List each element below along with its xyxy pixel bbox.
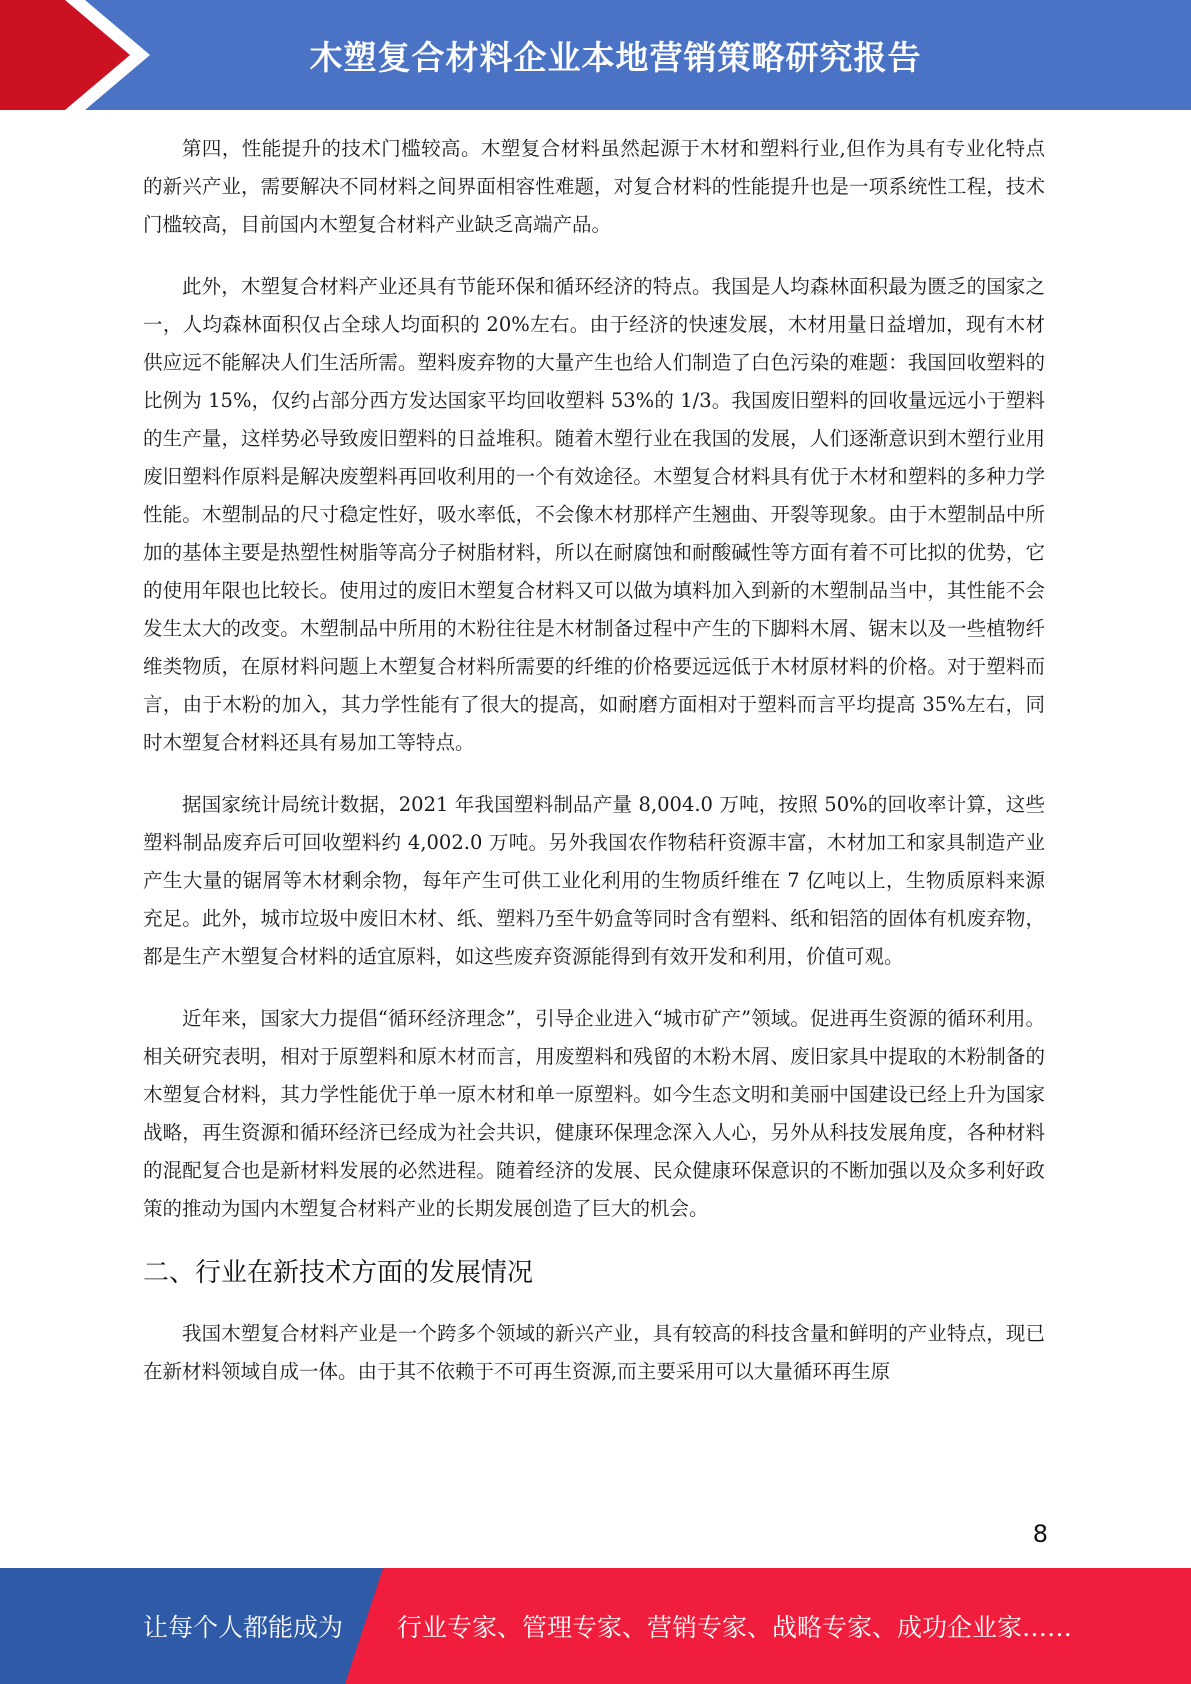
paragraph-4: 近年来，国家大力提倡“循环经济理念”，引导企业进入“城市矿产”领域。促进再生资源的循环利用。相关研究表明，相对于原塑料和原木材而言，用废塑料和残留的木粉木屑、废旧家具中提取的木粉制备的木塑复合材料，其力学性能优于单一原木材和单一原塑料。如今生态文明和美丽中国建设已经上升为国家战略，再生资源和循环经济已经成为社会共识，健康环保理念深入人心，另外从科技发展角度，各种材料的混配复合也是新材料发展的必然进程。随着经济的发展、民众健康环保意识的不断加强以及众多利好政策的推动为国内木塑复合材料产业的长期发展创造了巨大的机会。 (143, 1007, 1045, 1220)
footer-slogan-left: 让每个人都能成为 (143, 1613, 344, 1642)
footer-slogan-right: 行业专家、管理专家、营销专家、战略专家、成功企业家…… (397, 1613, 1073, 1642)
footer-banner (0, 1568, 1191, 1684)
red-arrow-icon (0, 0, 150, 110)
page-content (143, 130, 1045, 1415)
page-number: 8 (1032, 1520, 1048, 1548)
header-banner (0, 0, 1191, 110)
report-title: 木塑复合材料企业本地营销策略研究报告 (309, 37, 922, 77)
section-heading: 二、行业在新技术方面的发展情况 (143, 1258, 534, 1288)
section-paragraph: 我国木塑复合材料产业是一个跨多个领域的新兴产业，具有较高的科技含量和鲜明的产业特点，现已在新材料领域自成一体。由于其不依赖于不可再生资源,而主要采用可以大量循环再生原 (143, 1322, 1045, 1383)
paragraph-3: 据国家统计局统计数据，2021 年我国塑料制品产量 8,004.0 万吨，按照 50%的回收率计算，这些塑料制品废弃后可回收塑料约 4,002.0 万吨。另外我国农作物秸秆资源丰富，木材加工和家具制造产业产生大量的锯屑等木材剩余物，每年产生可供工业化利用的生物质纤维在 7 亿吨以上，生物质原料来源充足。此外，城市垃圾中废旧木材、纸、塑料乃至牛奶盒等同时含有塑料、纸和铝箔的固体有机废弃物，都是生产木塑复合材料的适宜原料，如这些废弃资源能得到有效开发和利用，价值可观。 (143, 793, 1045, 968)
paragraph-2: 此外，木塑复合材料产业还具有节能环保和循环经济的特点。我国是人均森林面积最为匮乏的国家之一，人均森林面积仅占全球人均面积的 20%左右。由于经济的快速发展，木材用量日益增加，现有木材供应远不能解决人们生活所需。塑料废弃物的大量产生也给人们制造了白色污染的难题：我国回收塑料的比例为 15%，仅约占部分西方发达国家平均回收塑料 53%的 1/3。我国废旧塑料的回收量远远小于塑料的生产量，这样势必导致废旧塑料的日益堆积。随着木塑行业在我国的发展，人们逐渐意识到木塑行业用废旧塑料作原料是解决废塑料再回收利用的一个有效途径。木塑复合材料具有优于木材和塑料的多种力学性能。木塑制品的尺寸稳定性好，吸水率低，不会像木材那样产生翘曲、开裂等现象。由于木塑制品中所加的基体主要是热塑性树脂等高分子树脂材料，所以在耐腐蚀和耐酸碱性等方面有着不可比拟的优势，它的使用年限也比较长。使用过的废旧木塑复合材料又可以做为填料加入到新的木塑制品当中，其性能不会发生太大的改变。木塑制品中所用的木粉往往是木材制备过程中产生的下脚料木屑、锯末以及一些植物纤维类物质，在原材料问题上木塑复合材料所需要的纤维的价格要远远低于木材原材料的价格。对于塑料而言，由于木粉的加入，其力学性能有了很大的提高，如耐磨方面相对于塑料而言平均提高 35%左右，同时木塑复合材料还具有易加工等特点。 (143, 275, 1045, 754)
paragraph-1: 第四，性能提升的技术门槛较高。木塑复合材料虽然起源于木材和塑料行业,但作为具有专业化特点的新兴产业，需要解决不同材料之间界面相容性难题，对复合材料的性能提升也是一项系统性工程，技术门槛较高，目前国内木塑复合材料产业缺乏高端产品。 (143, 137, 1045, 236)
